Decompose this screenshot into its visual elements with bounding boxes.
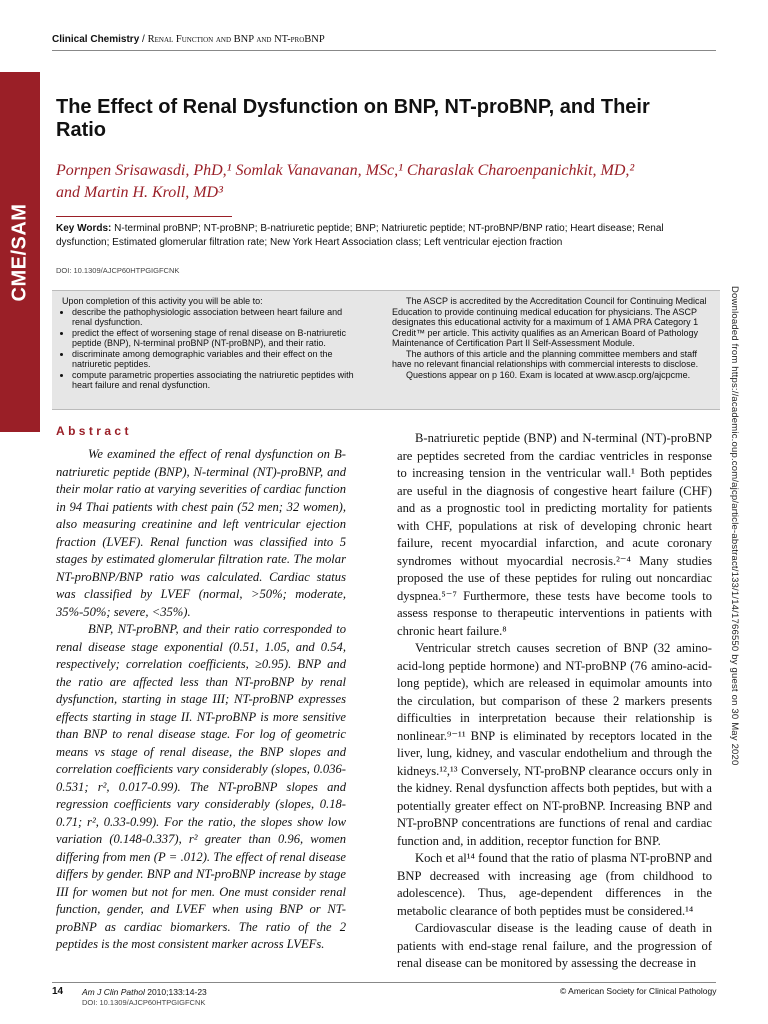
objective-item: • predict the effect of worsening stage of renal disease on B-natriuretic peptide (BNP), N-terminal proBNP (NT-proBNP), and their ratio. xyxy=(72,328,362,349)
abstract-heading: Abstract xyxy=(56,424,132,438)
objective-item: • compute parametric properties associating the natriuretic peptides with heart failure and renal dysfunction. xyxy=(72,370,362,391)
cme-sam-label: CME/SAM xyxy=(8,203,31,302)
learning-objectives xyxy=(62,296,362,391)
running-head: Clinical Chemistry / Renal Function and BNP and NT-proBNP xyxy=(52,34,325,45)
header-rule xyxy=(52,50,716,51)
accreditation-paragraph: The ASCP is accredited by the Accreditation Council for Continuing Medical Education to provide continuing medical education for physicians. The ASCP designates this educational activity for a maximum of 1 AMA PRA Category 1 Credit™ per article. This activity qualifies as an American Board of Pathology Maintenance of Certification Part II Self-Assessment Module. xyxy=(392,296,707,348)
keywords-label: Key Words: xyxy=(56,223,112,234)
objectives-intro: Upon completion of this activity you will be able to: xyxy=(62,296,263,306)
cme-sam-tab xyxy=(0,72,40,432)
keywords-rule xyxy=(56,216,232,217)
journal-name: Clinical Chemistry xyxy=(52,34,140,45)
doi: DOI: 10.1309/AJCP60HTPGIGFCNK xyxy=(56,266,180,275)
author-line: and Martin H. Kroll, MD³ xyxy=(56,184,223,201)
author-line: Pornpen Srisawasdi, PhD,¹ Somlak Vanavanan, MSc,¹ Charaslak Charoenpanichkit, MD,² xyxy=(56,162,635,179)
accreditation-statement xyxy=(392,296,708,380)
body-paragraph: Koch et al¹⁴ found that the ratio of plasma NT-proBNP and BNP decreased with increasing age (from childhood to adolescence). Thus, age-dependent differences in the metabolic clearance of both peptides must be considered.¹⁴ xyxy=(397,851,712,918)
footer-rule xyxy=(52,982,716,983)
section-name: Renal Function and BNP and NT-proBNP xyxy=(147,34,325,45)
keywords-text: N-terminal proBNP; NT-proBNP; B-natriuretic peptide; BNP; Natriuretic peptide; NT-proBNP/BNP ratio; Heart disease; Renal dysfunction; Estimated glomerular filtration rate; New York Heart Association class; Left ventricular ejection fraction xyxy=(56,223,664,248)
abstract-text xyxy=(56,446,346,954)
author-list xyxy=(56,160,716,204)
journal-abbrev: Am J Clin Pathol xyxy=(82,987,145,997)
body-text xyxy=(397,430,712,973)
citation xyxy=(82,987,207,997)
abstract-paragraph: We examined the effect of renal dysfunction on B-natriuretic peptide (BNP), N-terminal (NT)-proBNP, and their molar ratio at varying severities of cardiac function in 94 Thai patients with chest pain (52 men; 32 women), also measuring creatinine and left ventricular ejection fraction (LVEF). Renal function was classified into 5 stages by estimated glomerular filtration rate. The molar NT-proBNP/BNP ratio was calculated. Cardiac status was classified by LVEF (normal, >50%; moderate, 35%-50%; severe, <35%). xyxy=(56,447,346,619)
page-number: 14 xyxy=(52,986,64,997)
download-watermark: Downloaded from https://academic.oup.com/ajcp/article-abstract/133/1/14/1766550 by guest on 30 May 2020 xyxy=(729,286,740,766)
abstract-paragraph: BNP, NT-proBNP, and their ratio corresponded to renal disease stage exponential (0.51, 1.05, and 0.54, respectively; correlation coefficients, ≥0.95). BNP and the ratio are affected less than NT-proBNP by renal dysfunction, starting in stage III; NT-proBNP expresses effects starting in stage II. NT-proBNP is more sensitive than BNP to renal disease stage. For log of geometric means vs stage of renal disease, the BNP slopes and correlation coefficients vary considerably (slopes, 0.036-0.531; r², 0.017-0.99). The NT-proBNP slopes and regression coefficients vary considerably (slopes, 0.18-0.71; r², 0.33-0.99). For the ratio, the slopes show low variation (0.148-0.337), r² greater than 0.96, women differing from men (P = .012). The effect of renal disease differs by gender. BNP and NT-proBNP increase by stage III for women but not for men. One must consider renal function, gender, and LVEF when using BNP or NT-proBNP as cardiac biomarkers. The ratio of the 2 peptides is the most consistent marker across LVEFs. xyxy=(56,622,346,951)
objective-item: • discriminate among demographic variables and their effect on the natriuretic peptides. xyxy=(72,349,362,370)
copyright: © American Society for Clinical Pathology xyxy=(560,986,717,996)
citation-volume: 2010;133:14-23 xyxy=(147,987,207,997)
exam-paragraph: Questions appear on p 160. Exam is located at www.ascp.org/ajcpcme. xyxy=(406,369,691,380)
article-title: The Effect of Renal Dysfunction on BNP, NT-proBNP, and Their Ratio xyxy=(56,96,650,141)
keywords xyxy=(56,222,716,250)
body-paragraph: B-natriuretic peptide (BNP) and N-terminal (NT)-proBNP are peptides secreted from the cardiac ventricles in response to increasing tension in the ventricular wall.¹ Both peptides are useful in the diagnosis of congestive heart failure (CHF) and as a prognostic tool in predicting mortality for patients with CHF, populations at risk of developing chronic heart failure, recent myocardial infarction, and acute coronary syndromes without myocardial necrosis.²⁻⁴ Many studies proposed the use of these peptides for ruling out noncardiac dyspnea.⁵⁻⁷ Furthermore, these tests have become tools to assess response to therapeutic interventions in patients with chronic heart failure.⁸ xyxy=(397,431,712,638)
disclosure-paragraph: The authors of this article and the planning committee members and staff have no relevant financial relationships with commercial interests to disclose. xyxy=(392,348,699,369)
body-paragraph: Ventricular stretch causes secretion of BNP (32 amino-acid-long peptide hormone) and NT-proBNP (76 amino-acid-long peptide), which are released in equimolar amounts into the circulation, but comparison of these 2 markers presents difficulties in interpretation because their relationship is nonlinear.⁹⁻¹¹ BNP is eliminated by receptors located in the liver, lung, kidney, and vascular endothelium and through the kidneys.¹²,¹³ Conversely, NT-proBNP clearance occurs only in the kidney. Renal dysfunction affects both peptides, but with a potentially greater effect on NT-proBNP. Increasing BNP and NT-proBNP concentrations are functions of renal and cardiac function and, in addition, receptor function for BNP. xyxy=(397,641,712,848)
footer-doi: DOI: 10.1309/AJCP60HTPGIGFCNK xyxy=(82,998,206,1007)
objective-item: • describe the pathophysiologic association between heart failure and renal dysfunction. xyxy=(72,307,362,328)
body-paragraph: Cardiovascular disease is the leading cause of death in patients with end-stage renal failure, and the progression of renal disease can be monitored by assessing the decrease in xyxy=(397,921,712,970)
objectives-list xyxy=(62,307,362,391)
